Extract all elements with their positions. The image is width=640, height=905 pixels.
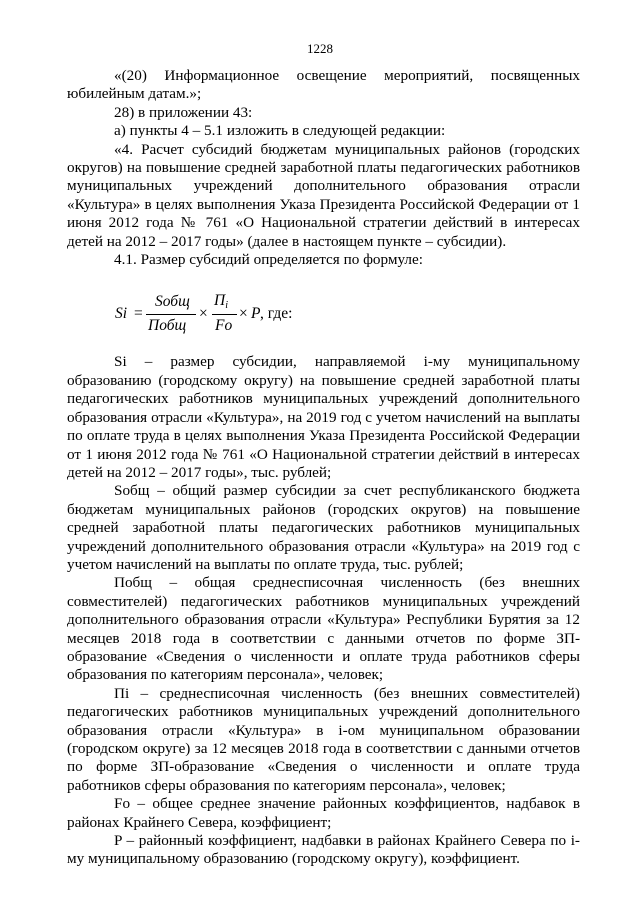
formula-equals: = [134,305,143,323]
subsidy-formula [67,283,580,347]
paragraph: «4. Расчет субсидий бюджетам муниципальных районов (городских округов) на повышение средней заработной платы педагогических работников муниципальных учреждений дополнительного образования отрасли «Культура» в целях выполнения Указа Президента Российской Федерации от 1 июня 2012 года № 761 «О Национальной стратегии действий в интересах детей на 2012 – 2017 годы» (далее в настоящем пункте – субсидии). [67,140,580,250]
paragraph: Sобщ – общий размер субсидии за счет республиканского бюджета бюджетам муниципальных районов (городских округов) на повышение средней заработной платы педагогических работников муниципальных учреждений дополнительного образования отрасли «Культура» на 2019 год с учетом начислений на выплаты по оплате труда, тыс. рублей; [67,482,580,573]
paragraph: а) пункты 4 – 5.1 изложить в следующей редакции: [114,122,446,140]
formula-lhs: Si [115,305,128,323]
fraction-bar-2 [212,314,237,315]
formula-times-2: × [239,305,248,323]
paragraph: 28) в приложении 43: [114,103,253,121]
page-number: 1228 [307,41,333,56]
formula-p: P [251,305,261,323]
document-body [67,67,580,869]
formula-numerator-2: $П_i$ [214,292,228,312]
formula-times-1: × [199,305,208,323]
paragraph: Fo – общее среднее значение районных коэффициентов, надбавок в районах Крайнего Севера, коэффициент; [67,795,580,831]
formula-denominator-2: Fo [215,317,233,335]
fraction-bar-1 [146,314,196,315]
formula-numerator-1: Sобщ [155,293,190,311]
paragraph: Si – размер субсидии, направляемой i-му муниципальному образованию (городскому округу) на повышение средней заработной платы педагогических работников муниципальных учреждений дополнительного образования отрасли «Культура», на 2019 год с учетом начислений на выплаты по оплате труда в целях выполнения Указа Президента Российской Федерации от 1 июня 2012 года № 761 «О Национальной стратегии действий в интересах детей на 2012 – 2017 годы», тыс. рублей; [67,353,580,481]
formula-tail: , где: [260,305,293,323]
paragraph: 4.1. Размер субсидий определяется по формуле: [114,251,423,269]
paragraph: «(20) Информационное освещение мероприятий, посвященных юбилейным датам.»; [67,67,580,103]
paragraph: Пi – среднесписочная численность (без внешних совместителей) педагогических работников муниципальных учреждений дополнительного образования отрасли «Культура» в i-ом муниципальном образовании (городском округе) за 12 месяцев 2018 года в соответствии с данными отчетов по форме ЗП-образование «Сведения о численности и оплате труда работников сферы образования по категориям персонала», человек; [67,684,580,794]
formula-denominator-1: Побщ [148,317,187,335]
paragraph: P – районный коэффициент, надбавки в районах Крайнего Севера по i-му муниципальному образованию (городскому округу), коэффициент. [67,832,580,868]
paragraph: Побщ – общая среднесписочная численность (без внешних совместителей) педагогических работников муниципальных учреждений дополнительного образования отрасли «Культура» Республики Бурятия за 12 месяцев 2018 года в соответствии с данными отчетов по форме ЗП-образование «Сведения о численности и оплате труда работников сферы образования по категориям персонала», человек; [67,574,580,684]
